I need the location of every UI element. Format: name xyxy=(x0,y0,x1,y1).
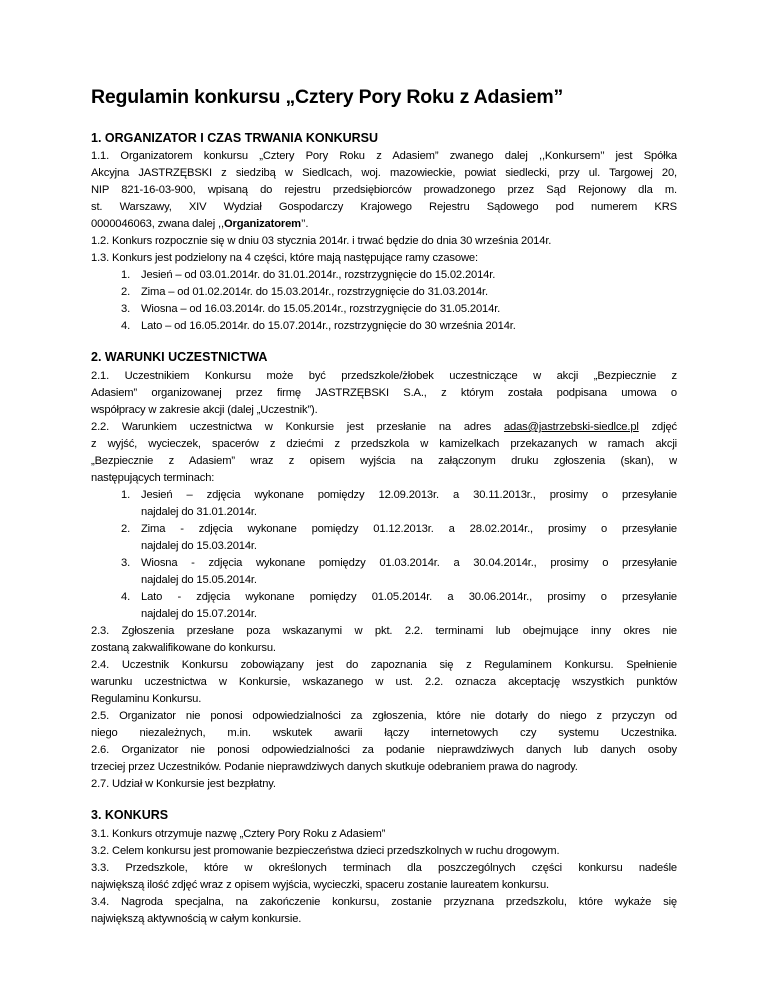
paragraph-3-2: 3.2. Celem konkursu jest promowanie bezpieczeństwa dzieci przedszkolnych w ruchu drogowym. xyxy=(91,845,560,857)
list-item-text: Lato - zdjęcia wykonane pomiędzy 01.05.2014r. a 30.06.2014r., prosimy o przesyłanie xyxy=(141,591,677,603)
paragraph-2-6-line: trzeciej przez Uczestników. Podanie nieprawdziwych danych skutkuje odebraniem prawa do nagrody. xyxy=(91,761,578,773)
paragraph-2-1-line: współpracy w zakresie akcji (dalej „Uczestnik”). xyxy=(91,404,318,416)
list-item-continuation: najdalej do 15.07.2014r. xyxy=(141,608,257,620)
list-item-number: 1. xyxy=(121,489,131,501)
paragraph-2-2-text: 2.2. Warunkiem uczestnictwa w Konkursie jest przesłanie na adres xyxy=(91,421,492,433)
paragraph-2-2-line xyxy=(91,419,677,436)
list-item-number: 2. xyxy=(121,523,131,535)
paragraph-1-2: 1.2. Konkurs rozpocznie się w dniu 03 stycznia 2014r. i trwać będzie do dnia 30 września 2014r. xyxy=(91,235,552,247)
list-item-text: Zima - zdjęcia wykonane pomiędzy 01.12.2013r. a 28.02.2014r., prosimy o przesyłanie xyxy=(141,523,677,535)
list-item xyxy=(121,555,677,572)
list-item-number: 2. xyxy=(121,286,131,298)
paragraph-2-2-line: „Bezpiecznie z Adasiem” wraz z opisem wyjścia na załączonym druku zgłoszenia (skan), w xyxy=(91,455,677,467)
section-3-heading: 3. KONKURS xyxy=(91,808,169,822)
paragraph-3-4-line: największą aktywnością w całym konkursie. xyxy=(91,913,302,925)
list-item-number: 3. xyxy=(121,557,131,569)
paragraph-1-1-line: st. Warszawy, XIV Wydział Gospodarczy Krajowego Rejestru Sądowego pod numerem KRS xyxy=(91,201,677,213)
paragraph-3-4-line: 3.4. Nagroda specjalna, na zakończenie konkursu, zostanie przyznana przedszkolu, które wykaże się xyxy=(91,896,677,908)
paragraph-2-3-line: zostaną zakwalifikowane do konkursu. xyxy=(91,642,276,654)
paragraph-2-3-line: 2.3. Zgłoszenia przesłane poza wskazanymi w pkt. 2.2. terminami lub obejmujące inny okres nie xyxy=(91,625,677,637)
document-title: Regulamin konkursu „Cztery Pory Roku z Adasiem” xyxy=(91,86,564,108)
paragraph-2-7: 2.7. Udział w Konkursie jest bezpłatny. xyxy=(91,778,276,790)
paragraph-3-3-line: 3.3. Przedszkole, które w określonych terminach dla poszczególnych części konkursu nadeśle xyxy=(91,862,677,874)
list-item-text: Jesień – zdjęcia wykonane pomiędzy 12.09.2013r. a 30.11.2013r., prosimy o przesyłanie xyxy=(141,489,677,501)
list-item-text: Jesień – od 03.01.2014r. do 31.01.2014r., rozstrzygnięcie do 15.02.2014r. xyxy=(141,269,496,281)
list-item-text: Wiosna – od 16.03.2014r. do 15.05.2014r., rozstrzygnięcie do 31.05.2014r. xyxy=(141,303,501,315)
paragraph-1-1-line: NIP 821-16-03-900, wpisaną do rejestru przedsiębiorców prowadzonego przez Sąd Rejonowy dla m. xyxy=(91,184,677,196)
paragraph-1-1-line: Akcyjna JASTRZĘBSKI z siedzibą w Siedlcach, woj. mazowieckie, powiat siedlecki, przy ul. Targowej 20, xyxy=(91,167,677,179)
paragraph-1-1-text: 0000046063, zwana dalej ,, xyxy=(91,218,224,230)
list-item-number: 4. xyxy=(121,591,131,603)
list-item xyxy=(121,318,516,335)
list-item-continuation: najdalej do 31.01.2014r. xyxy=(141,506,257,518)
paragraph-3-3-line: największą ilość zdjęć wraz z opisem wyjścia, wycieczki, spaceru zostanie laureatem konkursu. xyxy=(91,879,549,891)
paragraph-2-4-line: warunku uczestnictwa w Konkursie, wskazanego w ust. 2.2. oznacza akceptację wszystkich punktów xyxy=(91,676,677,688)
paragraph-1-3: 1.3. Konkurs jest podzielony na 4 części, które mają następujące ramy czasowe: xyxy=(91,252,478,264)
organizer-term: Organizatorem xyxy=(223,218,301,230)
list-item xyxy=(121,589,677,606)
paragraph-2-2-line: następujących terminach: xyxy=(91,472,215,484)
section-2-heading: 2. WARUNKI UCZESTNICTWA xyxy=(91,350,268,364)
list-item-text: Lato – od 16.05.2014r. do 15.07.2014r., rozstrzygnięcie do 30 września 2014r. xyxy=(141,320,516,332)
paragraph-2-5-line: niego niezależnych, m.in. wskutek awarii łączy internetowych czy systemu Uczestnika. xyxy=(91,727,677,739)
paragraph-2-6-line: 2.6. Organizator nie ponosi odpowiedzialności za podanie nieprawdziwych danych lub danych osoby xyxy=(91,744,677,756)
paragraph-1-1-line xyxy=(91,216,308,233)
paragraph-2-1-line: 2.1. Uczestnikiem Konkursu może być przedszkole/żłobek uczestniczące w akcji „Bezpiecznie z xyxy=(91,370,677,382)
section-1-heading: 1. ORGANIZATOR I CZAS TRWANIA KONKURSU xyxy=(91,131,379,145)
email-link[interactable]: adas@jastrzebski-siedlce.pl xyxy=(503,421,639,433)
paragraph-2-5-line: 2.5. Organizator nie ponosi odpowiedzialności za zgłoszenia, które nie dotarły do niego z przyczyn od xyxy=(91,710,677,722)
paragraph-2-2-text: zdjęć xyxy=(651,421,677,433)
list-item xyxy=(121,284,488,301)
paragraph-3-1: 3.1. Konkurs otrzymuje nazwę „Cztery Pory Roku z Adasiem” xyxy=(91,828,386,840)
list-item xyxy=(121,487,677,504)
list-item xyxy=(121,521,677,538)
paragraph-2-1-line: Adasiem” organizowanej przez firmę JASTRZĘBSKI S.A., z którym została podpisana umowa o xyxy=(91,387,677,399)
list-item-number: 1. xyxy=(121,269,131,281)
paragraph-1-1-text: ’’. xyxy=(300,218,309,230)
paragraph-2-4-line: 2.4. Uczestnik Konkursu zobowiązany jest do zapoznania się z Regulaminem Konkursu. Spełnienie xyxy=(91,659,677,671)
paragraph-2-2-line: z wyjść, wycieczek, spacerów z dziećmi z przedszkola w kamizelkach przekazanych w ramach akcji xyxy=(91,438,677,450)
list-item-number: 4. xyxy=(121,320,131,332)
list-item xyxy=(121,267,495,284)
list-item-number: 3. xyxy=(121,303,131,315)
list-item-continuation: najdalej do 15.05.2014r. xyxy=(141,574,257,586)
list-item-text: Wiosna - zdjęcia wykonane pomiędzy 01.03.2014r. a 30.04.2014r., prosimy o przesyłanie xyxy=(141,557,677,569)
list-item-text: Zima – od 01.02.2014r. do 15.03.2014r., rozstrzygnięcie do 31.03.2014r. xyxy=(141,286,488,298)
list-item-continuation: najdalej do 15.03.2014r. xyxy=(141,540,257,552)
list-item xyxy=(121,301,500,318)
paragraph-2-4-line: Regulaminu Konkursu. xyxy=(91,693,202,705)
paragraph-1-1-line: 1.1. Organizatorem konkursu „Cztery Pory Roku z Adasiem” zwanego dalej ,,Konkursem’’ jest Spółka xyxy=(91,150,677,162)
